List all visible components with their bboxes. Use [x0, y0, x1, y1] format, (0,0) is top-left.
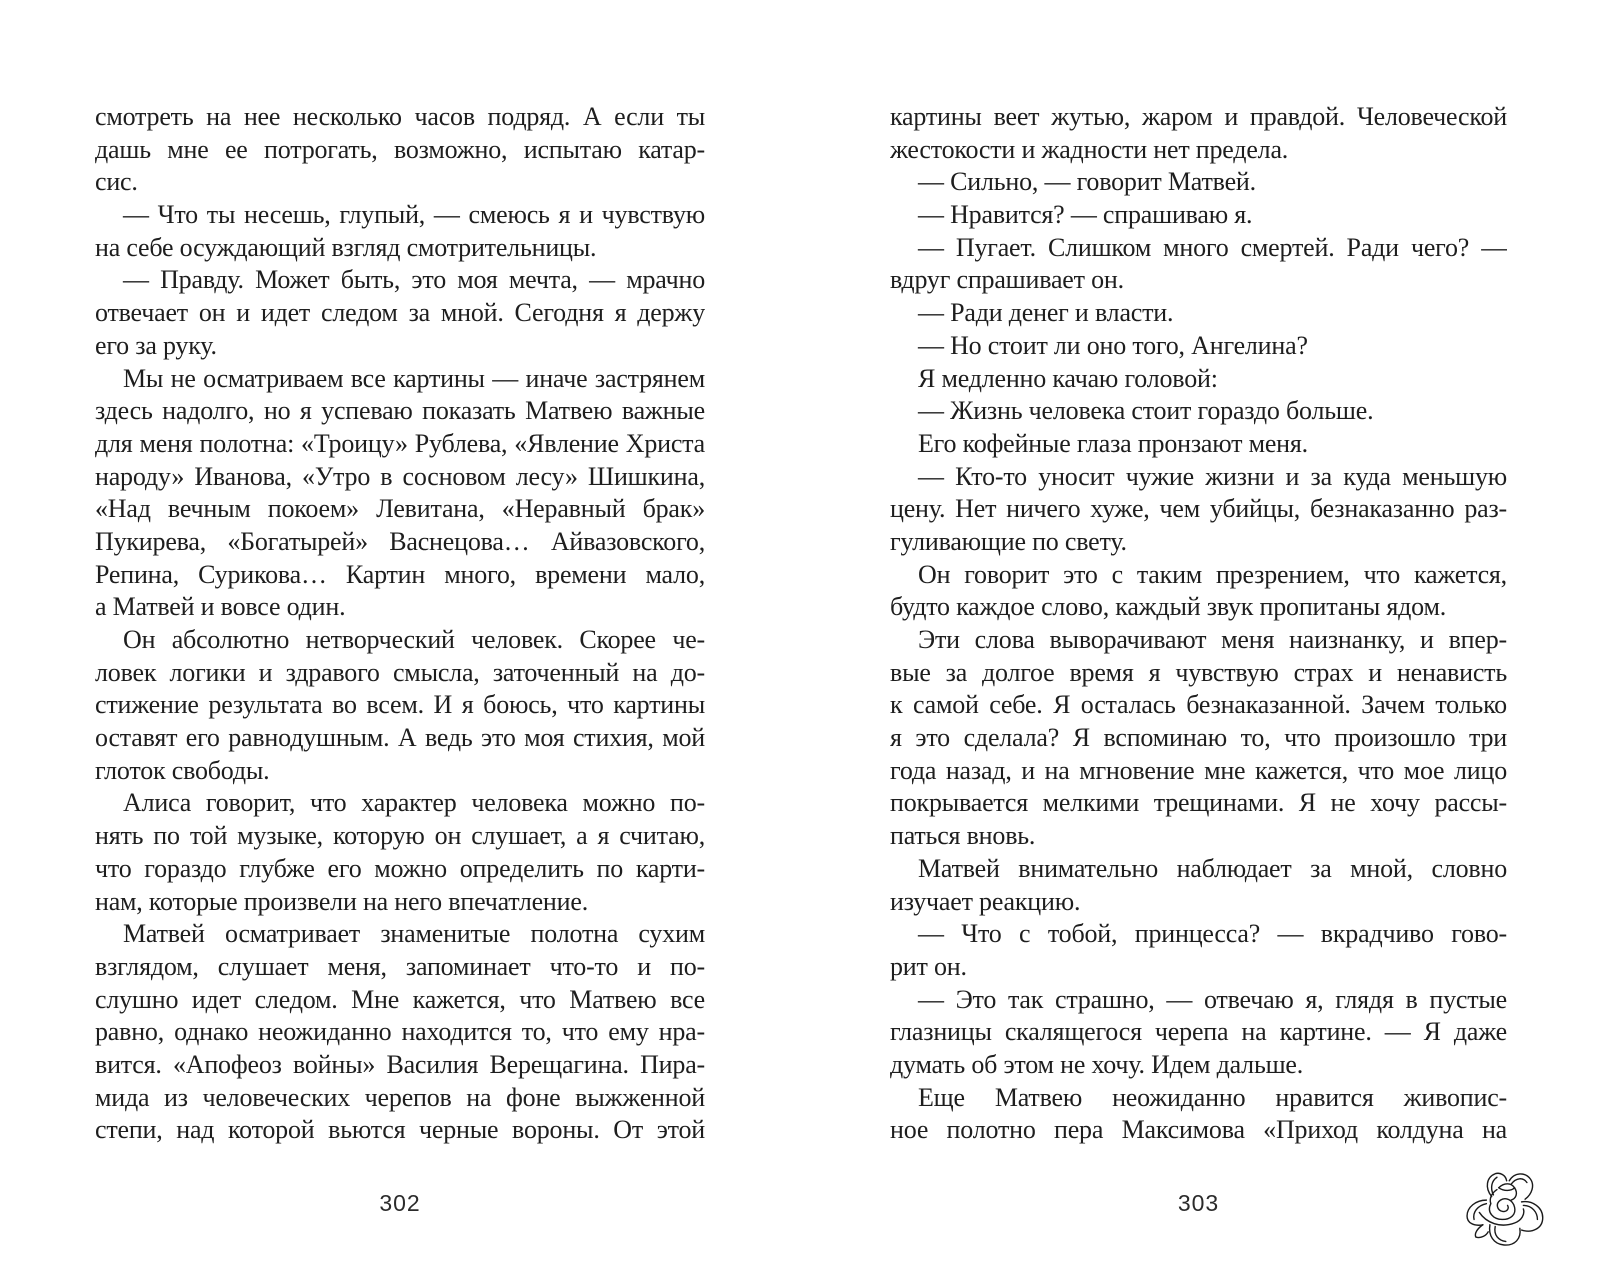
text-line: года назад, и на мгновение мне кажется, что мое лицо: [890, 755, 1507, 785]
page-right-text: [890, 101, 1507, 1147]
text-line: — Что с тобой, принцесса? — вкрадчиво гово-: [918, 919, 1507, 949]
text-line: ное полотно пера Максимова «Приход колдуна на: [890, 1115, 1507, 1145]
text-line: будто каждое слово, каждый звук пропитаны ядом.: [890, 592, 1447, 622]
page-number-left: 302: [379, 1190, 421, 1216]
text-line: взглядом, слушает меня, запоминает что-то и по-: [95, 951, 705, 981]
text-line: глазницы скалящегося черепа на картине. — Я даже: [890, 1017, 1507, 1047]
text-line: — Но стоит ли оно того, Ангелина?: [918, 330, 1308, 360]
text-line: цену. Нет ничего хуже, чем убийцы, безнаказанно раз-: [890, 494, 1507, 524]
text-line: Эти слова выворачивают меня наизнанку, и впер-: [918, 625, 1507, 654]
text-line: Он абсолютно нетворческий человек. Скорее че-: [123, 625, 705, 654]
text-line: Его кофейные глаза пронзают меня.: [918, 428, 1308, 458]
text-line: картины веет жутью, жаром и правдой. Человеческой: [890, 102, 1507, 131]
text-line: — Нравится? — спрашиваю я.: [918, 200, 1253, 230]
text-line: мида из человеческих черепов на фоне выжженной: [95, 1082, 705, 1112]
text-line: — Кто-то уносит чужие жизни и за куда меньшую: [918, 461, 1507, 491]
text-line: нам, которые произвели на него впечатление.: [95, 886, 589, 916]
text-line: — Жизнь человека стоит гораздо больше.: [918, 396, 1374, 426]
text-line: — Ради денег и власти.: [918, 298, 1174, 328]
text-line: Пукирева, «Богатырей» Васнецова… Айвазовского,: [95, 526, 705, 556]
text-line: сис.: [95, 167, 138, 197]
text-line: Матвей осматривает знаменитые полотна сухим: [123, 919, 705, 949]
text-line: жестокости и жадности нет предела.: [890, 134, 1289, 164]
text-line: вые за долгое время я чувствую страх и ненависть: [890, 657, 1507, 687]
text-line: — Правду. Может быть, это моя мечта, — мрачно: [123, 265, 705, 295]
text-line: Он говорит это с таким презрением, что кажется,: [918, 559, 1507, 589]
text-line: что гораздо глубже его можно определить по карти-: [95, 853, 705, 883]
text-line: — Это так страшно, — отвечаю я, глядя в пустые: [918, 984, 1507, 1014]
text-line: паться вновь.: [890, 821, 1036, 851]
text-line: на себе осуждающий взгляд смотрительницы.: [95, 232, 597, 262]
text-line: равно, однако неожиданно находится то, что ему нра-: [95, 1017, 705, 1047]
text-line: я это сделала? Я вспоминаю то, что произошло три: [890, 723, 1507, 753]
text-line: Репина, Сурикова… Картин много, времени мало,: [95, 559, 705, 589]
text-line: рит он.: [890, 951, 967, 981]
text-line: народу» Иванова, «Утро в сосновом лесу» Шишкина,: [95, 461, 705, 491]
text-line: а Матвей и вовсе один.: [95, 592, 346, 622]
text-line: нять по той музыке, которую он слушает, а я считаю,: [95, 821, 705, 851]
text-line: Мы не осматриваем все картины — иначе застрянем: [123, 363, 705, 393]
text-line: гуливающие по свету.: [890, 526, 1127, 556]
text-line: Я медленно качаю головой:: [918, 363, 1218, 393]
text-line: здесь надолго, но я успеваю показать Матвею важные: [95, 396, 705, 426]
text-line: вится. «Апофеоз войны» Василия Верещагина. Пира-: [95, 1049, 705, 1079]
text-line: отвечает он и идет следом за мной. Сегодня я держу: [95, 298, 705, 328]
text-line: степи, над которой вьются черные вороны. От этой: [95, 1115, 705, 1145]
text-line: его за руку.: [95, 330, 217, 360]
text-line: Алиса говорит, что характер человека можно по-: [123, 788, 705, 818]
text-line: для меня полотна: «Троицу» Рублева, «Явление Христа: [95, 428, 705, 458]
text-line: изучает реакцию.: [890, 886, 1081, 916]
text-line: дашь мне ее потрогать, возможно, испытаю катар-: [95, 134, 705, 164]
rose-illustration-icon: [1460, 1168, 1548, 1256]
text-line: — Пугает. Слишком много смертей. Ради чего? —: [918, 232, 1507, 262]
text-line: оставят его равнодушным. А ведь это моя стихия, мой: [95, 723, 705, 753]
text-line: слушно идет следом. Мне кажется, что Матвею все: [95, 984, 705, 1014]
text-line: вдруг спрашивает он.: [890, 265, 1124, 295]
text-line: покрывается мелкими трещинами. Я не хочу рассы-: [890, 788, 1507, 818]
page-number-right: 303: [1177, 1190, 1220, 1216]
text-line: «Над вечным покоем» Левитана, «Неравный брак»: [95, 494, 705, 524]
text-line: смотреть на нее несколько часов подряд. А если ты: [95, 102, 705, 131]
text-line: думать об этом не хочу. Идем дальше.: [890, 1049, 1304, 1079]
text-line: ловек логики и здравого смысла, заточенный на до-: [95, 657, 705, 687]
text-line: Матвей внимательно наблюдает за мной, словно: [918, 853, 1507, 883]
text-line: — Что ты несешь, глупый, — смеюсь я и чувствую: [123, 200, 705, 230]
page-left-text: [95, 101, 705, 1147]
text-line: к самой себе. Я осталась безнаказанной. Зачем только: [890, 690, 1507, 720]
text-line: — Сильно, — говорит Матвей.: [918, 167, 1256, 197]
text-line: глоток свободы.: [95, 755, 270, 785]
text-line: стижение результата во всем. И я боюсь, что картины: [95, 690, 705, 720]
text-line: Еще Матвею неожиданно нравится живопис-: [918, 1082, 1507, 1112]
